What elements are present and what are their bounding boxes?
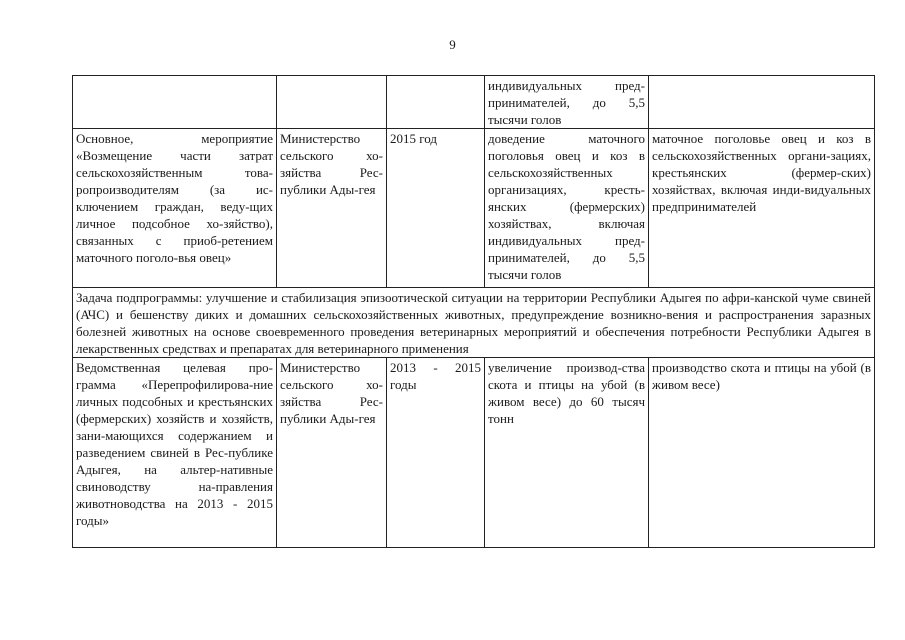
table-cell [387,76,485,129]
executor-cell: Министерство сельского хо-зяйства Рес-публики Ады-гея [277,129,387,288]
event-name-cell: Ведомственная целевая про-грамма «Перепрофилирова-ние личных подсобных и крестьянских (фермерских) хозяйств и хозяйств, зани-мающихся содержанием и разведением свиней в Рес-публике Адыгея, на альтер-нативные свиноводству на-правления животноводства на 2013 - 2015 годы» [73,358,277,548]
table-cell [277,76,387,129]
indicator-cell: маточное поголовье овец и коз в сельскохозяйственных органи-зациях, крестьянских (фермер-ских) хозяйствах, включая инди-видуальных предпринимателей [649,129,875,288]
subprogram-task-cell: Задача подпрограммы: улучшение и стабилизация эпизоотической ситуации на территории Республики Адыгея по афри-канской чуме свиней (АЧС) и бешенству диких и домашних сельскохозяйственных животных, предупреждение возникно-вения и распространения заразных болезней животных на основе своевременного проведения ветеринарных мероприятий и обеспечения потребности Республики Адыгея в лекарственных средствах и препаратах для ветеринарного применения [73,288,875,358]
executor-cell: Министерство сельского хо-зяйства Рес-публики Ады-гея [277,358,387,548]
indicator-cell: производство скота и птицы на убой (в живом весе) [649,358,875,548]
table-row [73,129,875,288]
period-cell: 2013 - 2015 годы [387,358,485,548]
table-cell [649,76,875,129]
program-table [72,75,875,548]
result-cell: доведение маточного поголовья овец и коз в сельскохозяйственных организациях, кресть-янских (фермерских) хозяйствах, включая индивидуальных пред-принимателей, до 5,5 тысячи голов [485,129,649,288]
table-cell [73,76,277,129]
table-row [73,358,875,548]
period-cell: 2015 год [387,129,485,288]
table-cell: индивидуальных пред-принимателей, до 5,5 тысячи голов [485,76,649,129]
event-name-cell: Основное, мероприятие «Возмещение части затрат сельскохозяйственным това-ропроизводителям (за ис-ключением граждан, веду-щих личное подсобное хо-зяйство), связанных с приоб-ретением маточного поголо-вья овец» [73,129,277,288]
page-number: 9 [449,37,456,52]
result-cell: увеличение производ-ства скота и птицы на убой (в живом весе) до 60 тысяч тонн [485,358,649,548]
table-row [73,76,875,129]
task-row [73,288,875,358]
